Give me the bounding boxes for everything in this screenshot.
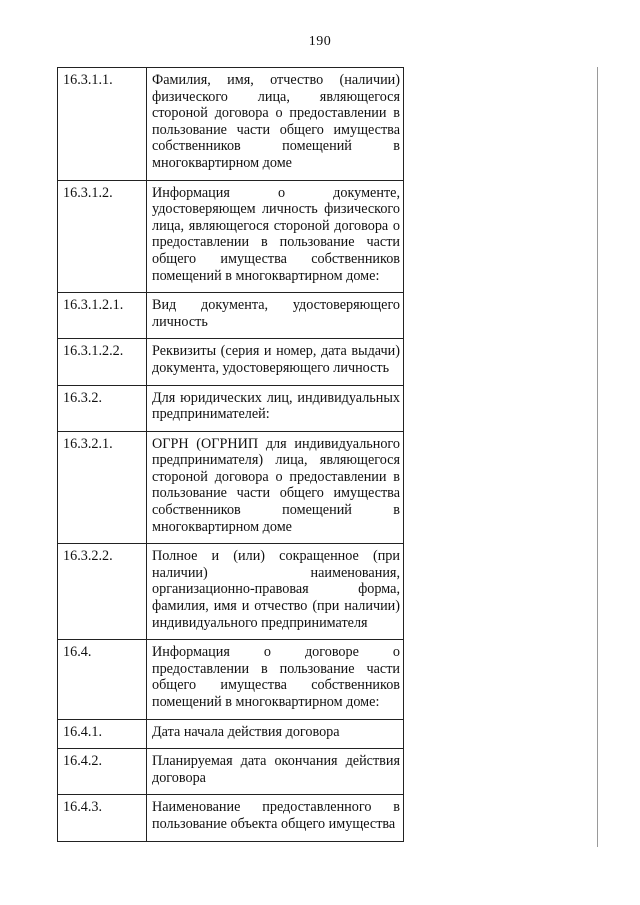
page-number: 190 (308, 34, 332, 49)
right-margin-rule (597, 67, 598, 847)
row-number: 16.4.2. (58, 749, 147, 795)
row-number: 16.3.1.1. (58, 68, 147, 181)
row-number: 16.3.1.2. (58, 180, 147, 293)
row-number: 16.4. (58, 640, 147, 719)
row-number: 16.3.2.1. (58, 431, 147, 544)
table-row (58, 293, 404, 339)
table-row (58, 544, 404, 640)
row-number: 16.3.1.2.2. (58, 339, 147, 385)
row-description: Планируемая дата окончания действия договора (147, 749, 404, 795)
row-number: 16.3.2. (58, 385, 147, 431)
row-description: Информация о договоре о предоставлении в пользование части общего имущества собственников помещений в многоквартирном доме: (147, 640, 404, 719)
row-number: 16.3.1.2.1. (58, 293, 147, 339)
row-number: 16.3.2.2. (58, 544, 147, 640)
table-row (58, 385, 404, 431)
table-row (58, 68, 404, 181)
row-description: Дата начала действия договора (147, 719, 404, 749)
data-table (57, 67, 404, 842)
row-description: Информация о документе, удостоверяющем личность физического лица, являющегося стороной договора о предоставлении в пользование части общего имущества собственников помещений в многоквартирном доме: (147, 180, 404, 293)
row-description: Для юридических лиц, индивидуальных предпринимателей: (147, 385, 404, 431)
row-number: 16.4.1. (58, 719, 147, 749)
table-row (58, 719, 404, 749)
row-description: Наименование предоставленного в пользование объекта общего имущества (147, 795, 404, 841)
row-description: Реквизиты (серия и номер, дата выдачи) документа, удостоверяющего личность (147, 339, 404, 385)
table-row (58, 640, 404, 719)
row-description: Фамилия, имя, отчество (наличии) физического лица, являющегося стороной договора о предоставлении в пользование части общего имущества собственников помещений в многоквартирном доме (147, 68, 404, 181)
row-description: Полное и (или) сокращенное (при наличии) наименования, организационно-правовая форма, фамилия, имя и отчество (при наличии) индивидуального предпринимателя (147, 544, 404, 640)
table-row (58, 749, 404, 795)
row-description: ОГРН (ОГРНИП для индивидуального предпринимателя) лица, являющегося стороной договора о предоставлении в пользование части общего имущества собственников помещений в многоквартирном доме (147, 431, 404, 544)
table-row (58, 795, 404, 841)
table-row (58, 431, 404, 544)
table-row (58, 339, 404, 385)
table-row (58, 180, 404, 293)
row-description: Вид документа, удостоверяющего личность (147, 293, 404, 339)
row-number: 16.4.3. (58, 795, 147, 841)
